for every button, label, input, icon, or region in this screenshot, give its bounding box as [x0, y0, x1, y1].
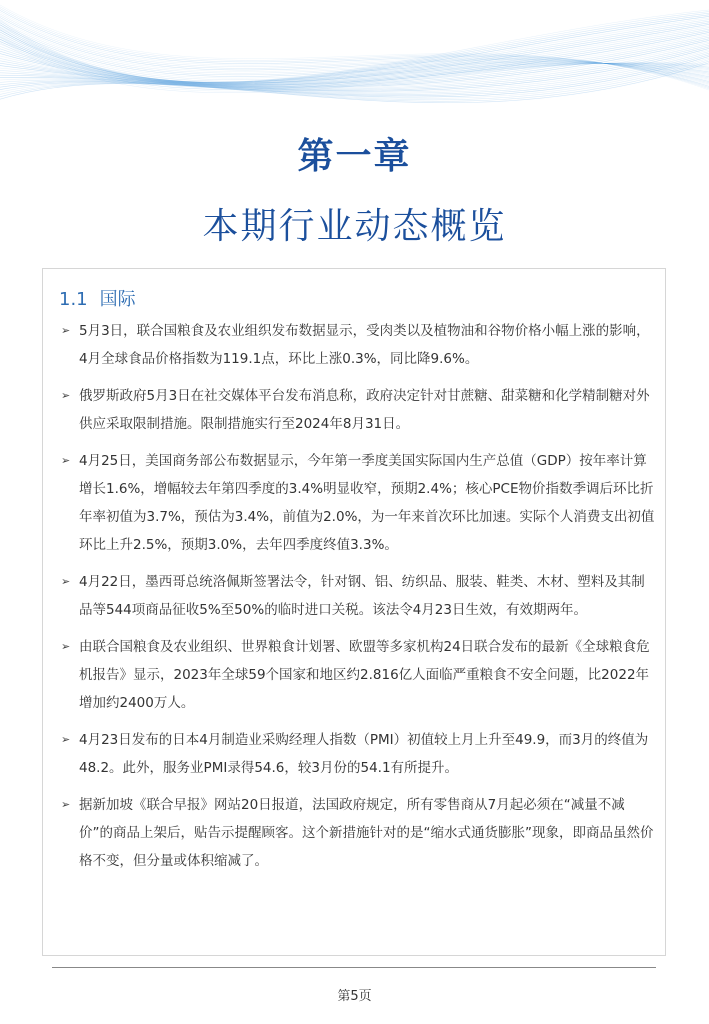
list-item-text: 5月3日，联合国粮食及农业组织发布数据显示，受肉类以及植物油和谷物价格小幅上涨的影响，4月全球食品价格指数为119.1点，环比上涨0.3%，同比降9.6%。: [79, 323, 650, 367]
section-title: 国际: [99, 289, 136, 310]
content-box: [42, 268, 666, 956]
list-item: [43, 568, 667, 624]
chapter-label: 第一章: [297, 136, 412, 177]
section-number: 1.1: [59, 289, 88, 310]
list-item: [43, 447, 667, 559]
page-number: 第5页: [337, 989, 372, 1004]
arrow-bullet-icon: ➢: [61, 324, 71, 337]
list-item-text: 4月23日发布的日本4月制造业采购经理人指数（PMI）初值较上月上升至49.9，而3月的终值为48.2。此外，服务业PMI录得54.6，较3月份的54.1有所提升。: [79, 732, 649, 776]
arrow-bullet-icon: ➢: [61, 733, 71, 746]
footer-divider: [52, 967, 656, 968]
list-item: [43, 633, 667, 717]
arrow-bullet-icon: ➢: [61, 640, 71, 653]
list-item: [43, 791, 667, 875]
news-bullet-list: [43, 317, 667, 884]
arrow-bullet-icon: ➢: [61, 454, 71, 467]
list-item-text: 由联合国粮食及农业组织、世界粮食计划署、欧盟等多家机构24日联合发布的最新《全球粮食危机报告》显示，2023年全球59个国家和地区约2.816亿人面临严重粮食不安全问题，比2022年增加约2400万人。: [79, 639, 650, 711]
list-item-text: 据新加坡《联合早报》网站20日报道，法国政府规定，所有零售商从7月起必须在“减量不减价”的商品上架后，贴告示提醒顾客。这个新措施针对的是“缩水式通货膨胀”现象，即商品虽然价格不变，但分量或体积缩减了。: [79, 797, 654, 869]
list-item: [43, 726, 667, 782]
list-item-text: 4月22日，墨西哥总统洛佩斯签署法令，针对钢、铝、纺织品、服装、鞋类、木材、塑料及其制品等544项商品征收5%至50%的临时进口关税。该法令4月23日生效，有效期两年。: [79, 574, 645, 618]
list-item: [43, 317, 667, 373]
arrow-bullet-icon: ➢: [61, 389, 71, 402]
chapter-title: 本期行业动态概览: [202, 206, 507, 247]
arrow-bullet-icon: ➢: [61, 798, 71, 811]
list-item-text: 4月25日，美国商务部公布数据显示，今年第一季度美国实际国内生产总值（GDP）按年率计算增长1.6%，增幅较去年第四季度的3.4%明显收窄，预期2.4%；核心PCE物价指数季调后环比折年率初值为3.7%，预估为3.4%，前值为2.0%，为一年来首次环比加速。实际个人消费支出初值环比上升2.5%，预期3.0%，去年四季度终值3.3%。: [79, 453, 655, 553]
section-heading: [59, 285, 136, 311]
list-item-text: 俄罗斯政府5月3日在社交媒体平台发布消息称，政府决定针对甘蔗糖、甜菜糖和化学精制糖对外供应采取限制措施。限制措施实行至2024年8月31日。: [79, 388, 650, 432]
list-item: [43, 382, 667, 438]
arrow-bullet-icon: ➢: [61, 575, 71, 588]
